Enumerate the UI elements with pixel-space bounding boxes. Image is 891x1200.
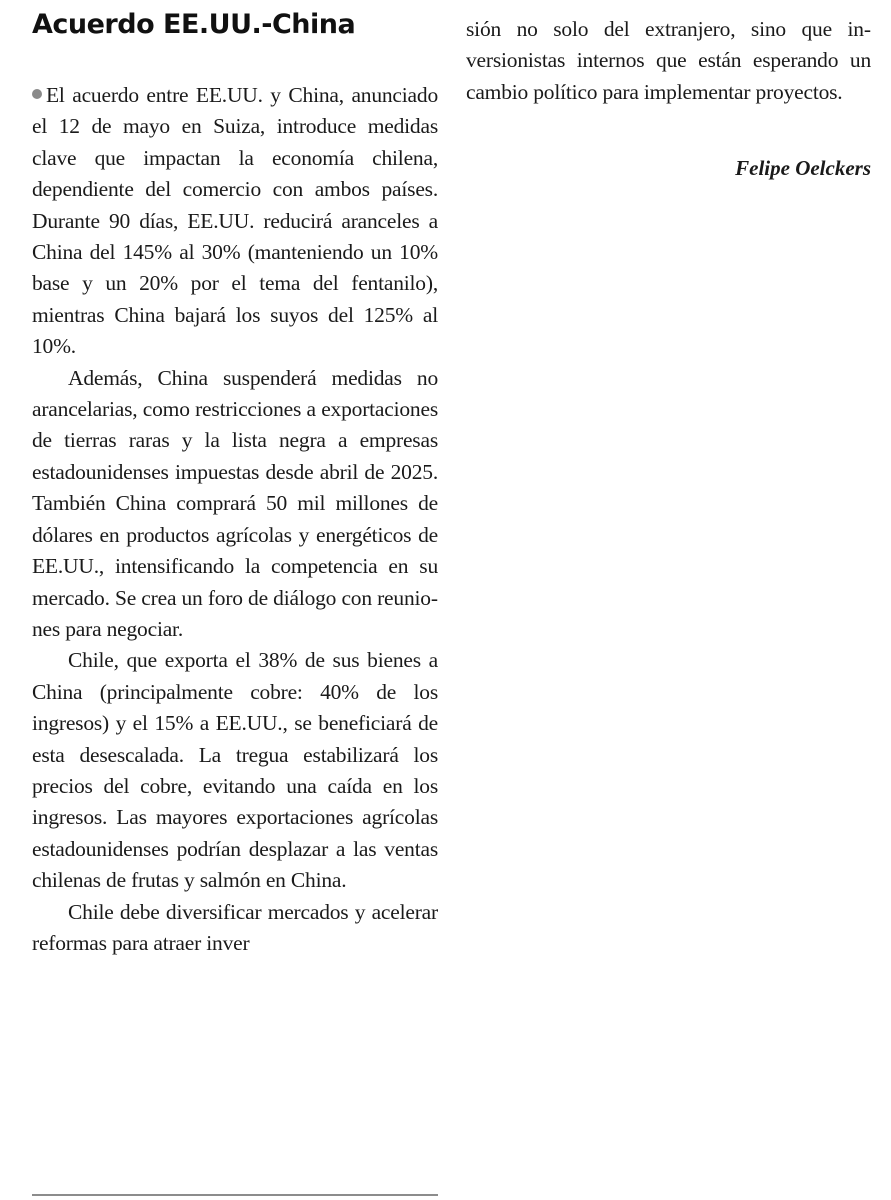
bullet-dot-icon	[32, 89, 42, 99]
right-column	[466, 14, 871, 181]
bottom-divider	[32, 1194, 438, 1196]
article-paragraph-4: Chile debe diversificar mercados y acelerar reformas para atraer inver	[32, 899, 438, 955]
left-column	[32, 8, 438, 959]
article-continuation: sión no solo del extranjero, sino que inversionistas internos que están esperando un cambio político para implementar proyectos.	[466, 17, 871, 104]
paragraph-1-text: El acuerdo entre EE.UU. y China, anunciado el 12 de mayo en Suiza, introduce medidas clave que impactan la economía chilena, dependiente del comercio con ambos países. Durante 90 días, EE.UU. reducirá aranceles a China del 145% al 30% (manteniendo un 10% base y un 20% por el tema del fentanilo), mientras China bajará los suyos del 125% al 10%.	[32, 83, 438, 359]
article-headline: Acuerdo EE.UU.-China	[32, 9, 356, 40]
article-paragraph-1	[32, 80, 438, 363]
author-byline: Felipe Oelckers	[735, 156, 871, 181]
article-paragraph-2: Además, China suspenderá medidas no arancelarias, como restricciones a exportaciones de tierras raras y la lista negra a empresas estadounidenses impuestas desde abril de 2025. También China comprará 50 mil millones de dólares en productos agrícolas y energéticos de EE.UU., intensificando la competencia en su mercado. Se crea un foro de diálogo con reuniones para negociar.	[32, 365, 438, 641]
article-paragraph-3: Chile, que exporta el 38% de sus bienes a China (principalmente cobre: 40% de los ingresos) y el 15% a EE.UU., se beneficiará de esta desescalada. La tregua estabilizará los precios del cobre, evitando una caída en los ingresos. Las mayores exportaciones agrícolas estadounidenses podrían desplazar a las ventas chilenas de frutas y salmón en China.	[32, 648, 438, 893]
